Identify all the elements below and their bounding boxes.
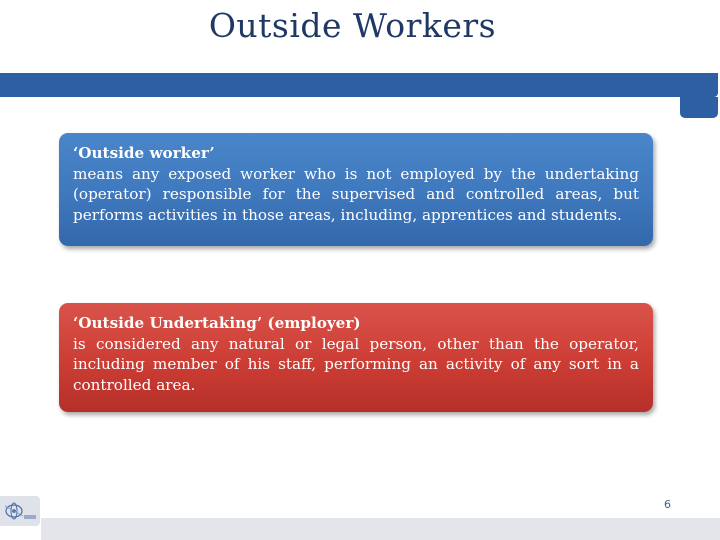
header-bar: [0, 73, 718, 97]
definition-heading: ‘Outside Undertaking’ (employer): [73, 314, 361, 332]
definition-box-outside-worker: [59, 133, 653, 246]
page-number: 6: [664, 498, 671, 511]
footer-bar: [41, 518, 720, 540]
organization-logo-icon: [0, 496, 40, 526]
definition-heading: ‘Outside worker’: [73, 144, 215, 162]
definition-box-outside-undertaking: [59, 303, 653, 412]
definition-text: is considered any natural or legal person, other than the operator, including member of his staff, performing an activity of any sort in a controlled area.: [73, 334, 639, 394]
header-tab: [680, 97, 718, 118]
definition-text: means any exposed worker who is not employed by the undertaking (operator) responsible for the supervised and controlled areas, but performs activities in those areas, including, apprentices and students.: [73, 164, 639, 224]
slide-title: Outside Workers: [208, 6, 497, 45]
logo-graphic: [0, 496, 40, 526]
